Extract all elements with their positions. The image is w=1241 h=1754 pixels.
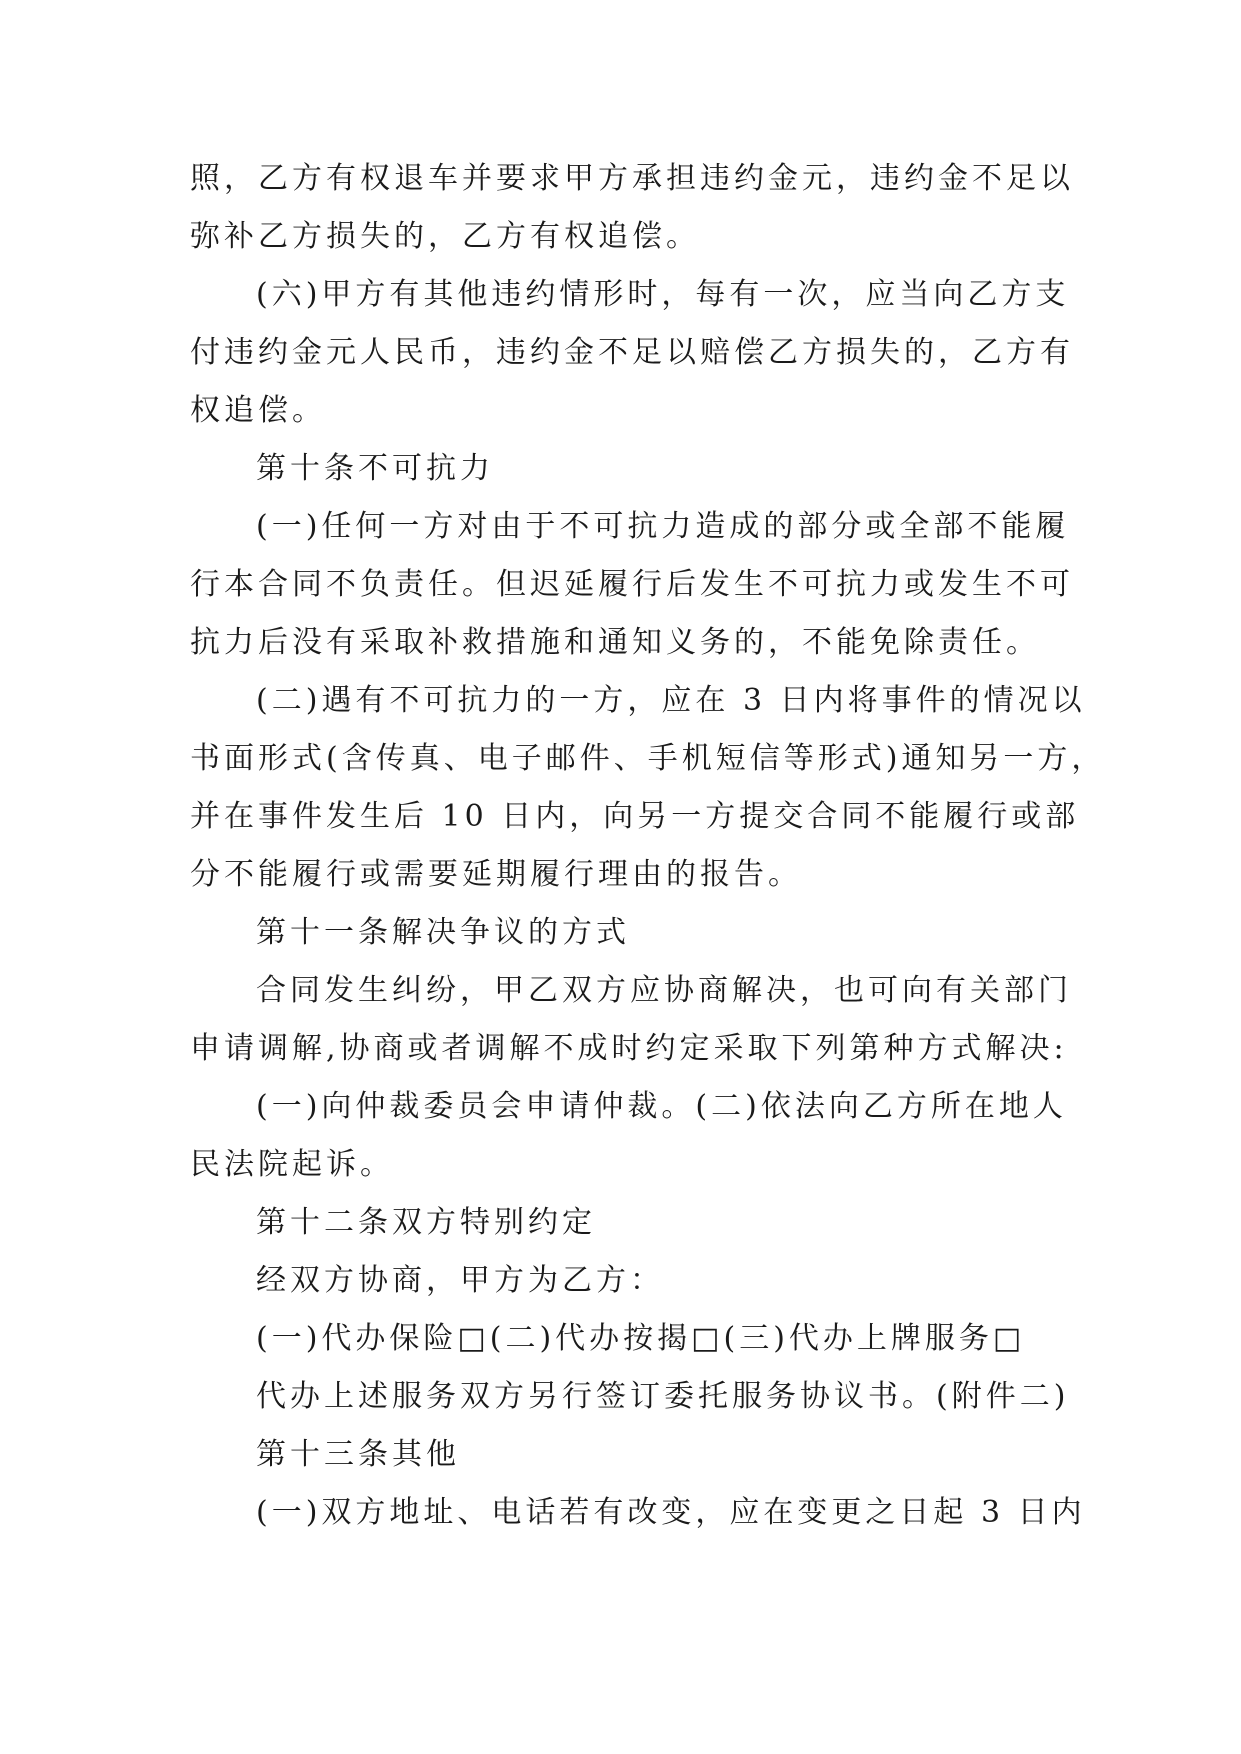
- article-10-heading: 第十条不可抗力: [256, 451, 494, 486]
- body-line: 行本合同不负责任。但迟延履行后发生不可抗力或发生不可: [190, 567, 1074, 602]
- article-13-item-1: (一)双方地址、电话若有改变，应在变更之日起 3 日内: [256, 1495, 1086, 1530]
- body-line: 权追偿。: [190, 393, 326, 428]
- article-11-options: (一)向仲裁委员会申请仲裁。(二)依法向乙方所在地人: [256, 1089, 1067, 1124]
- clause-item-6: (六)甲方有其他违约情形时，每有一次，应当向乙方支: [256, 277, 1070, 312]
- body-line: 民法院起诉。: [190, 1147, 394, 1182]
- article-11-paragraph: 合同发生纠纷，甲乙双方应协商解决，也可向有关部门: [256, 973, 1072, 1008]
- body-line: 书面形式(含传真、电子邮件、手机短信等形式)通知另一方，: [190, 741, 1106, 776]
- body-line: 照，乙方有权退车并要求甲方承担违约金元，违约金不足以: [190, 161, 1074, 196]
- body-line: 分不能履行或需要延期履行理由的报告。: [190, 857, 802, 892]
- article-11-heading: 第十一条解决争议的方式: [256, 915, 630, 950]
- article-10-item-2: (二)遇有不可抗力的一方，应在 3 日内将事件的情况以: [256, 683, 1086, 718]
- body-line: 并在事件发生后 10 日内，向另一方提交合同不能履行或部: [190, 799, 1080, 834]
- body-line: 付违约金元人民币，违约金不足以赔偿乙方损失的，乙方有: [190, 335, 1074, 370]
- body-line: 抗力后没有采取补救措施和通知义务的，不能免除责任。: [190, 625, 1040, 660]
- body-line: 申请调解,协商或者调解不成时约定采取下列第种方式解决:: [190, 1031, 1068, 1066]
- body-line: 弥补乙方损失的，乙方有权追偿。: [190, 219, 700, 254]
- article-10-item-1: (一)任何一方对由于不可抗力造成的部分或全部不能履: [256, 509, 1070, 544]
- article-12-note: 代办上述服务双方另行签订委托服务协议书。(附件二): [256, 1379, 1070, 1414]
- article-12-services: (一)代办保险□(二)代办按揭□(三)代办上牌服务□: [256, 1321, 1026, 1356]
- article-12-heading: 第十二条双方特别约定: [256, 1205, 596, 1240]
- article-12-paragraph: 经双方协商，甲方为乙方：: [256, 1263, 664, 1298]
- article-13-heading: 第十三条其他: [256, 1437, 460, 1472]
- contract-body: [190, 150, 1106, 1542]
